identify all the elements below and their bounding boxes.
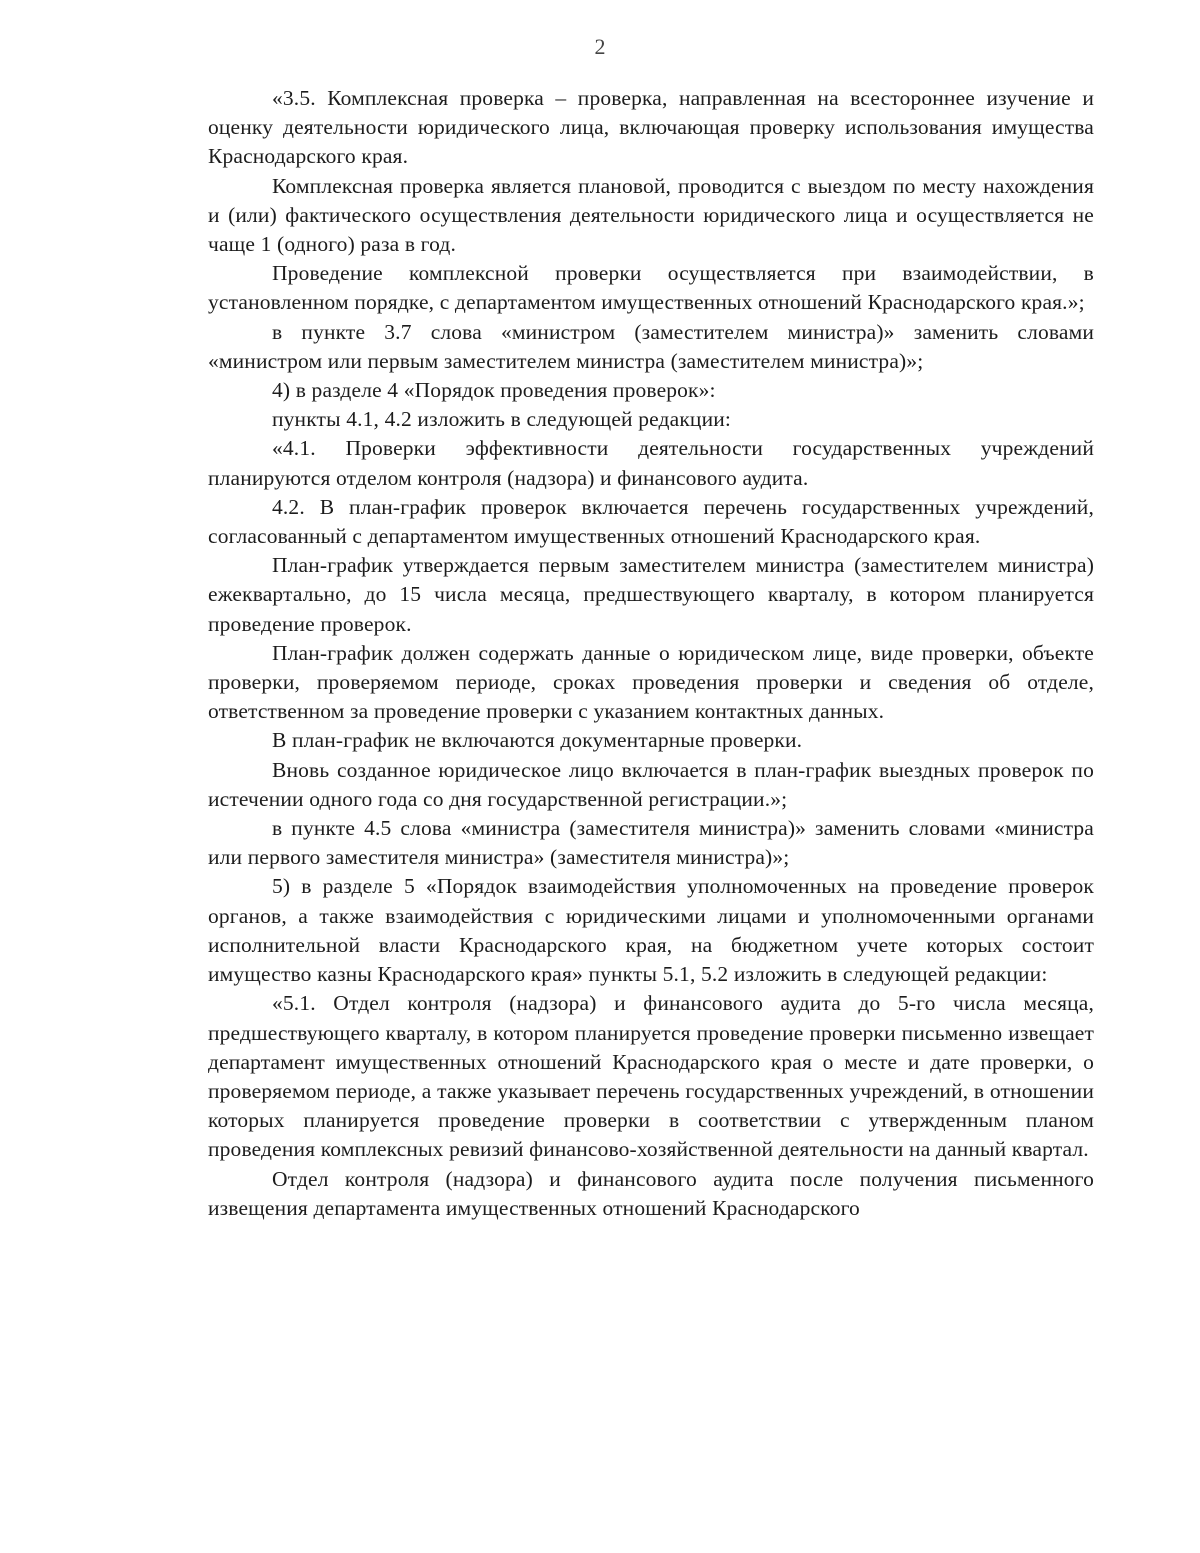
paragraph: в пункте 4.5 слова «министра (заместителя министра)» заменить словами «министра или первого заместителя министра» (заместителя министра)»; bbox=[208, 816, 1094, 870]
document-body bbox=[208, 84, 1094, 1223]
paragraph: 4) в разделе 4 «Порядок проведения проверок»: bbox=[272, 378, 716, 403]
paragraph: в пункте 3.7 слова «министром (заместителем министра)» заменить словами «министром или первым заместителем министра (заместителем министра)»; bbox=[208, 319, 1094, 373]
paragraph: «5.1. Отдел контроля (надзора) и финансового аудита до 5-го числа месяца, предшествующего кварталу, в котором планируется проведение проверки письменно извещает департамент имущественных отношений Краснодарского края о месте и дате проверки, о проверяемом периоде, а также указывает перечень государственных учреждений, в отношении которых планируется проведение проверки в соответствии с утвержденным планом проведения комплексных ревизий финансово-хозяйственной деятельности на данный квартал. bbox=[208, 991, 1094, 1162]
paragraph: пункты 4.1, 4.2 изложить в следующей редакции: bbox=[272, 407, 732, 432]
paragraph: «3.5. Комплексная проверка – проверка, направленная на всестороннее изучение и оценку деятельности юридического лица, включающая проверку использования имущества Краснодарского края. bbox=[208, 86, 1094, 169]
paragraph: План-график должен содержать данные о юридическом лице, виде проверки, объекте проверки, проверяемом периоде, сроках проведения проверки и сведения об отделе, ответственном за проведение проверки с указанием контактных данных. bbox=[208, 640, 1094, 724]
page-number: 2 bbox=[594, 34, 606, 59]
paragraph: Вновь созданное юридическое лицо включается в план-график выездных проверок по истечении одного года со дня государственной регистрации.»; bbox=[208, 757, 1094, 811]
paragraph: «4.1. Проверки эффективности деятельности государственных учреждений планируются отделом контроля (надзора) и финансового аудита. bbox=[208, 436, 1094, 490]
paragraph: Проведение комплексной проверки осуществляется при взаимодействии, в установленном порядке, с департаментом имущественных отношений Краснодарского края.»; bbox=[208, 261, 1094, 315]
paragraph: Отдел контроля (надзора) и финансового аудита после получения письменного извещения департамента имущественных отношений Краснодарского bbox=[208, 1166, 1094, 1220]
paragraph: 5) в разделе 5 «Порядок взаимодействия уполномоченных на проведение проверок органов, а также взаимодействия с юридическими лицами и уполномоченными органами исполнительной власти Краснодарского края, на бюджетном учете которых состоит имущество казны Краснодарского края» пункты 5.1, 5.2 изложить в следующей редакции: bbox=[208, 874, 1094, 987]
paragraph: Комплексная проверка является плановой, проводится с выездом по месту нахождения и (или) фактического осуществления деятельности юридического лица и осуществляется не чаще 1 (одного) раза в год. bbox=[208, 173, 1094, 257]
paragraph: 4.2. В план-график проверок включается перечень государственных учреждений, согласованный с департаментом имущественных отношений Краснодарского края. bbox=[208, 494, 1094, 549]
paragraph: План-график утверждается первым заместителем министра (заместителем министра) ежеквартально, до 15 числа месяца, предшествующего кварталу, в котором планируется проведение проверок. bbox=[208, 553, 1094, 636]
paragraph: В план-график не включаются документарные проверки. bbox=[272, 728, 803, 753]
